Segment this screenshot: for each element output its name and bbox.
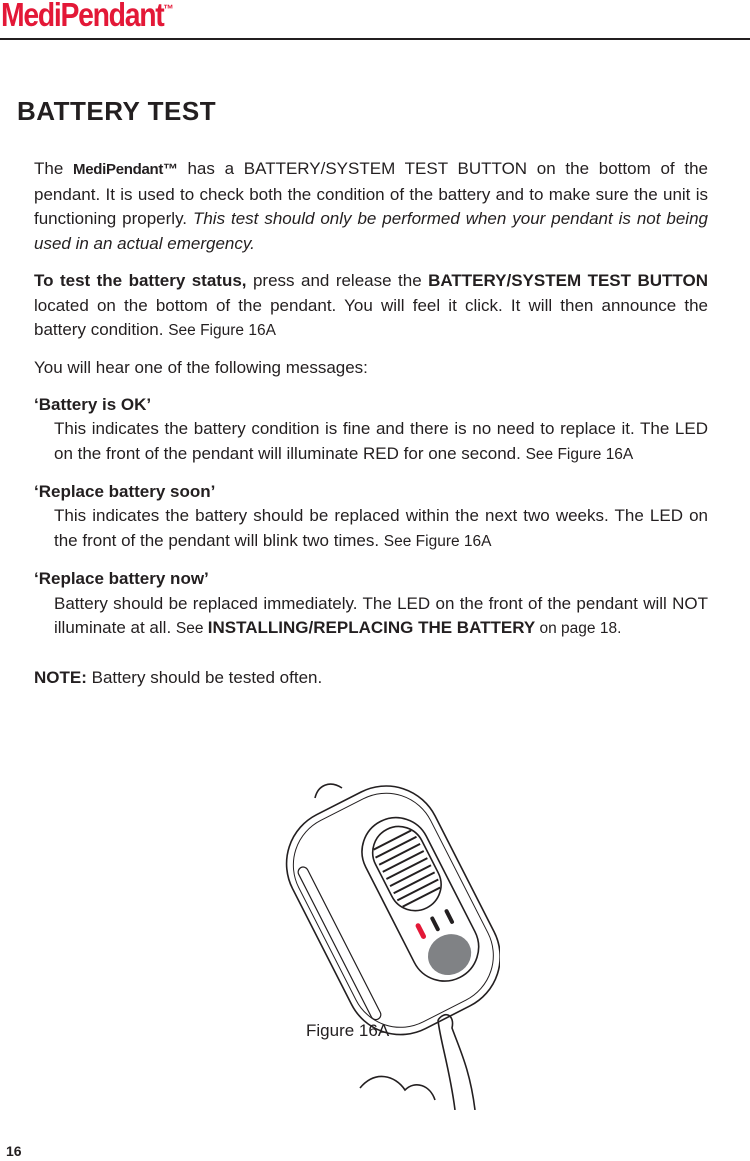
pendant-illustration xyxy=(270,770,500,1110)
pendant-clip xyxy=(315,784,342,798)
figure-ref: See Figure 16A xyxy=(168,322,276,340)
brand-logo xyxy=(1,0,174,34)
lead: To test the battery status, xyxy=(34,270,247,290)
note-text: Battery should be tested often. xyxy=(86,667,323,687)
message-title: ‘Replace battery soon’ xyxy=(34,481,216,501)
page-ref: on page 18. xyxy=(535,620,622,638)
note xyxy=(34,666,708,691)
text: press and release the xyxy=(246,270,429,290)
section-ref: INSTALLING/REPLACING THE BATTERY xyxy=(207,618,536,638)
trademark: ™ xyxy=(163,2,174,16)
help-button xyxy=(421,927,478,983)
finger xyxy=(438,1015,475,1110)
text: See xyxy=(175,620,208,638)
text: has a BATTERY/SYSTEM TEST BUTTON on the bottom of the pendant. It is used to check both the condition of the battery and to make sure the unit is functioning properly. xyxy=(34,159,708,229)
page-number: 16 xyxy=(6,1143,22,1159)
warning-text: This test should only be performed when your pendant is not being used in an actual emergency. xyxy=(34,209,708,254)
message-item xyxy=(34,393,708,468)
figure-caption: Figure 16A xyxy=(306,1021,390,1040)
hear-paragraph: You will hear one of the following messages: xyxy=(34,357,368,377)
message-text xyxy=(34,592,708,642)
message-title: ‘Replace battery now’ xyxy=(34,568,209,588)
brand-name: MediPendant™ xyxy=(73,161,178,178)
figure-ref: See Figure 16A xyxy=(525,446,634,464)
text: This indicates the battery condition is fine and there is no need to replace it. The LED on the front of the pendant will illuminate RED for one second. xyxy=(54,419,708,464)
message-item xyxy=(34,480,708,555)
note-label: NOTE: xyxy=(34,667,87,687)
led-indicator xyxy=(418,926,423,937)
message-item xyxy=(34,567,708,642)
page-title: BATTERY TEST xyxy=(17,96,217,126)
message-text xyxy=(34,417,708,467)
text: This indicates the battery should be replaced within the next two weeks. The LED on the front of the pendant will blink two times. xyxy=(54,506,708,551)
figure-ref: See Figure 16A xyxy=(383,533,492,551)
logo-text: MediPendant xyxy=(1,0,164,33)
message-title: ‘Battery is OK’ xyxy=(34,394,152,414)
message-text xyxy=(34,504,708,554)
intro-paragraph xyxy=(34,157,708,257)
text: Battery should be replaced immediately. The LED on the front of the pendant will NOT illuminate at all. xyxy=(54,593,708,638)
button-name: BATTERY/SYSTEM TEST BUTTON xyxy=(428,270,708,290)
content xyxy=(34,157,708,703)
text: located on the bottom of the pendant. You will feel it click. It will then announce the battery condition. xyxy=(34,295,708,340)
test-paragraph xyxy=(34,269,708,344)
text: The xyxy=(34,159,74,178)
face-panel xyxy=(350,806,490,993)
header-rule xyxy=(0,38,750,40)
